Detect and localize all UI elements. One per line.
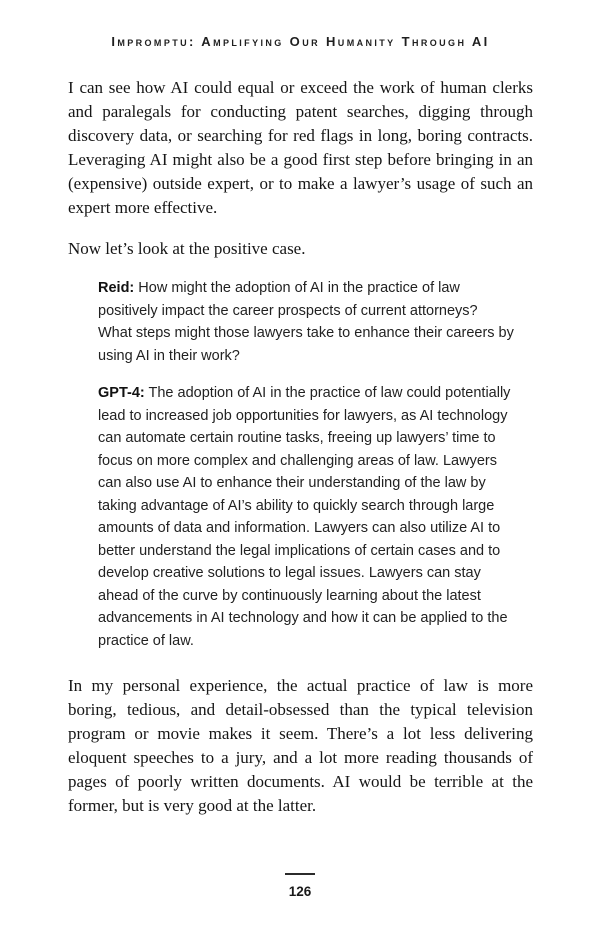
page-number: 126 <box>288 884 312 899</box>
paragraph-intro: I can see how AI could equal or exceed the work of human clerks and paralegals for conducting patent searches, digging through discovery data, or searching for red flags in long, boring contracts. Leveraging AI might also be a good first step before bringing in an (expensive) outside expert, or to make a lawyer’s usage of such an expert more effective. <box>68 78 533 217</box>
paragraph-transition: Now let’s look at the positive case. <box>68 239 306 258</box>
page-footer <box>0 873 600 899</box>
speaker-label-gpt4: GPT-4: <box>98 385 145 401</box>
dialogue-text-gpt4: The adoption of AI in the practice of law could potentially lead to increased job opportunities for lawyers, as AI technology can automate certain routine tasks, freeing up lawyers’ time to focus on more complex and challenging areas of law. Lawyers can also use AI to enhance their understanding of the law by taking advantage of AI’s ability to quickly search through large amounts of data and information. Lawyers can also utilize AI to better understand the legal implications of certain cases and to develop creative solutions to legal issues. Lawyers can stay ahead of the curve by continuously learning about the latest advancements in AI technology and how it can be applied to the practice of law. <box>98 385 511 649</box>
running-header: Impromptu: Amplifying Our Humanity Through AI <box>111 34 490 49</box>
footer-rule-divider <box>285 873 315 875</box>
dialogue-gpt4 <box>98 382 515 652</box>
dialogue-text-reid: How might the adoption of AI in the practice of law positively impact the career prospects of current attorneys? What steps might those lawyers take to enhance their careers by using AI in their work? <box>98 280 514 364</box>
paragraph-closing: In my personal experience, the actual practice of law is more boring, tedious, and detail-obsessed than the typical television program or movie makes it seem. There’s a lot less delivering eloquent speeches to a jury, and a lot more reading thousands of pages of poorly written documents. AI would be terrible at the former, but is very good at the latter. <box>68 676 533 815</box>
dialogue-reid <box>98 277 515 367</box>
speaker-label-reid: Reid: <box>98 280 135 296</box>
